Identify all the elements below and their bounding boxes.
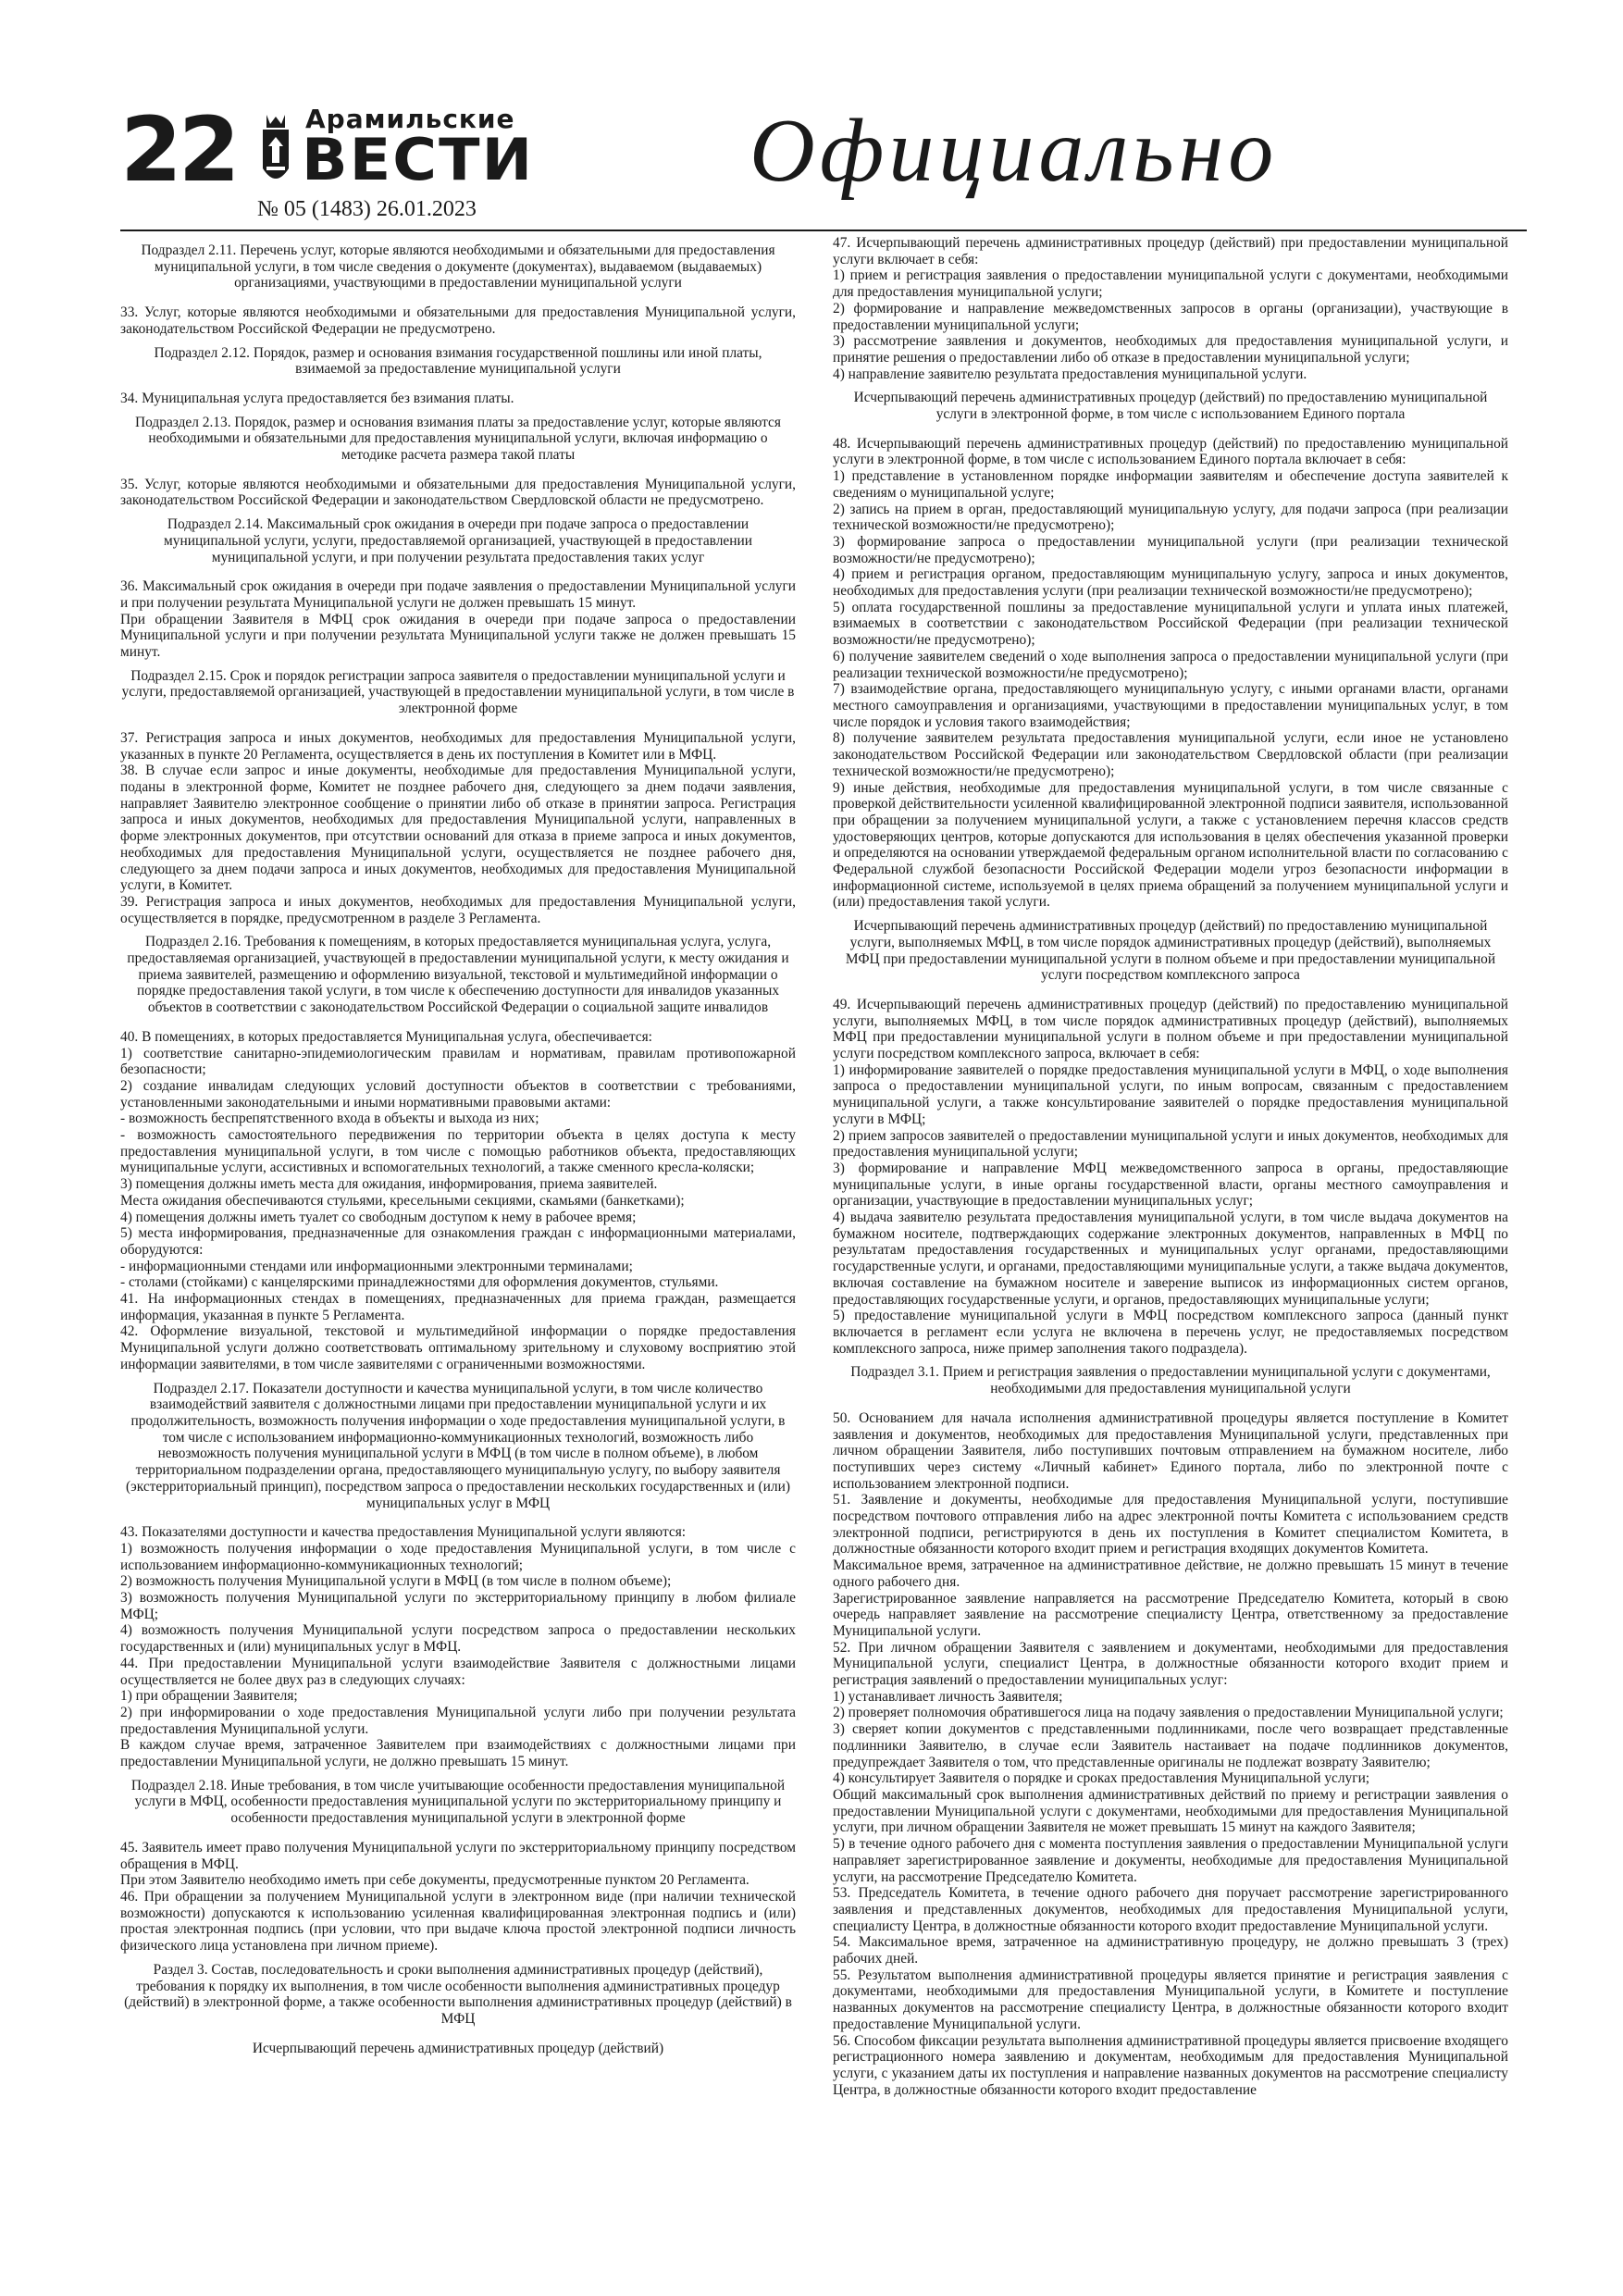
paragraph: 5) предоставление муниципальной услуги в МФЦ посредством комплексного запроса (данный пункт включается в регламент если услуга не включена в перечень услуг, не предоставляемых посредством комплексного запроса, ниже пример заполнения такого подраздела).: [833, 1308, 1508, 1357]
subsection-heading: Подраздел 2.12. Порядок, размер и основания взимания государственной пошлины или иной платы, взимаемой за предоставление муниципальной услуги: [154, 344, 762, 378]
left-column: [120, 235, 796, 2271]
right-column: [833, 235, 1508, 2271]
paragraph: 53. Председатель Комитета, в течение одного рабочего дня поручает рассмотрение зарегистрированного заявления и представленных документов, необходимых для предоставления Муниципальной услуги, специалисту Центра, в должностные обязанности которого входит предоставление Муниципальной услуги.: [833, 1885, 1508, 1934]
paragraph: 4) направление заявителю результата предоставления муниципальной услуги.: [833, 366, 1307, 382]
subsection-heading: Исчерпывающий перечень административных процедур (действий) по предоставлению муниципальной услуги, выполняемых МФЦ, в том числе порядок административных процедур (действий), выполняемых МФЦ при предоставлении муниципальной услуги в полном объеме и при предоставлении муниципальной услуги посредством комплексного запроса: [845, 918, 1496, 984]
paragraph: При этом Заявителю необходимо иметь при себе документы, предусмотренные пунктом 20 Регламента.: [120, 1872, 750, 1889]
paragraph: 56. Способом фиксации результата выполнения административной процедуры является присвоение входящего регистрационного номера заявлению и документам, необходимым для предоставления Муниципальной услуги, с указанием даты их поступления и направление названных документов на рассмотрение специалисту Центра, в должностные обязанности которого входит предоставление: [833, 2032, 1508, 2098]
paragraph: 1) возможность получения информации о ходе предоставления Муниципальной услуги, в том числе с использованием информационно-коммуникационных технологий;: [120, 1540, 796, 1573]
paragraph: 2) возможность получения Муниципальной услуги в МФЦ (в том числе в полном объеме);: [120, 1573, 672, 1590]
paragraph: 39. Регистрация запроса и иных документов, необходимых для предоставления Муниципальной услуги, осуществляется в порядке, предусмотренном в разделе 3 Регламента.: [120, 893, 796, 926]
paragraph: 35. Услуг, которые являются необходимыми и обязательными для предоставления Муниципальной услуги, законодательством Российской Федерации и законодательством Свердловской области не предусмотрено.: [120, 476, 796, 509]
brand-subtitle: Арамильские: [305, 104, 515, 134]
paragraph: 1) информирование заявителей о порядке предоставления муниципальной услуги в МФЦ, о ходе выполнения запроса о предоставлении муниципальной услуги, по иным вопросам, связанным с предоставлением муниципальной услуги, а также консультирование заявителей о порядке предоставления муниципальной услуги в МФЦ;: [833, 1061, 1508, 1127]
paragraph: 1) представление в установленном порядке информации заявителям и обеспечение доступа заявителей к сведениям о муниципальной услуге;: [833, 468, 1508, 501]
paragraph: 1) прием и регистрация заявления о предоставлении муниципальной услуги с документами, необходимыми для предоставления муниципальной услуги;: [833, 267, 1508, 301]
paragraph: 2) прием запросов заявителей о предоставлении муниципальной услуги и иных документов, необходимых для предоставления муниципальной услуги;: [833, 1127, 1508, 1160]
paragraph: - информационными стендами или информационными электронными терминалами;: [120, 1258, 633, 1274]
paragraph: - возможность беспрепятственного входа в объекты и выхода из них;: [120, 1111, 539, 1127]
paragraph: 4) возможность получения Муниципальной услуги посредством запроса о предоставлении нескольких государственных и (или) муниципальных услуг в МФЦ.: [120, 1622, 796, 1656]
paragraph: 2) создание инвалидам следующих условий доступности объектов в соответствии с требованиями, установленными законодательными и иными нормативными правовыми актами:: [120, 1077, 796, 1111]
masthead: [120, 98, 1527, 233]
paragraph: 5) в течение одного рабочего дня с момента поступления заявления о предоставлении Муниципальной услуги направляет зарегистрированное заявление и документы, необходимые для предоставления Муниципальной услуги, на рассмотрение Председателю Комитета.: [833, 1836, 1508, 1885]
paragraph: 55. Результатом выполнения административной процедуры является принятие и регистрация заявления с документами, необходимыми для предоставления Муниципальной услуги, в Комитете и поступление названных документов на рассмотрение специалисту Центра, в должностные обязанности которого входит предоставление Муниципальной услуги.: [833, 1967, 1508, 2032]
paragraph: 2) при информировании о ходе предоставления Муниципальной услуги либо при получении результата предоставления Муниципальной услуги.: [120, 1704, 796, 1737]
article-body: [120, 235, 1527, 2271]
paragraph: 45. Заявитель имеет право получения Муниципальной услуги по экстерриториальному принципу посредством обращения в МФЦ.: [120, 1839, 796, 1872]
paragraph: 46. При обращении за получением Муниципальной услуги в электронном виде (при наличии технической возможности) допускаются к использованию усиленная квалифицированная электронная подпись и (или) простая электронная подпись (при условии, что при выдаче ключа простой электронной подписи личность физического лица установлена при личном приеме).: [120, 1888, 796, 1955]
subsection-heading: Раздел 3. Состав, последовательность и сроки выполнения административных процедур (действий), требования к порядку их выполнения, в том числе особенности выполнения административных процедур (действий) в электронной форме, а также особенности выполнения административных процедур (действий) в МФЦ: [124, 1961, 792, 2027]
paragraph: При обращении Заявителя в МФЦ срок ожидания в очереди при подаче запроса о предоставлении Муниципальной услуги и при получении результата Муниципальной услуги также не должен превышать 15 минут.: [120, 611, 796, 661]
paragraph: 47. Исчерпывающий перечень административных процедур (действий) при предоставлении муниципальной услуги включает в себя:: [833, 235, 1508, 267]
paragraph: 3) помещения должны иметь места для ожидания, информирования, приема заявителей.: [120, 1176, 658, 1193]
page-number: 22: [120, 98, 237, 202]
paragraph: 4) консультирует Заявителя о порядке и сроках предоставления Муниципальной услуги;: [833, 1770, 1370, 1787]
paragraph: 3) сверяет копии документов с представленными подлинниками, после чего возвращает представленные подлинники Заявителю, в случае если Заявитель настаивает на подаче подлинников документов, предупреждает Заявителя о том, что представленные оригиналы не подлежат возврату Заявителю;: [833, 1721, 1508, 1770]
paragraph: 38. В случае если запрос и иные документы, необходимые для предоставления Муниципальной услуги, поданы в электронной форме, Комитет не позднее рабочего дня, следующего за днем подачи заявления, направляет Заявителю электронное сообщение о принятии либо об отказе в принятии запроса. Регистрация запроса и иных документов, необходимых для предоставления Муниципальной услуги, направленных в форме электронных документов, при отсутствии оснований для отказа в приеме запроса и иных документов, необходимых для предоставления Муниципальной услуги, осуществляется не позднее рабочего дня, следующего за днем подачи запроса и иных документов, необходимых для предоставления Муниципальной услуги, в Комитет.: [120, 763, 796, 894]
paragraph: - возможность самостоятельного передвижения по территории объекта в целях доступа к месту предоставления муниципальной услуги, в том числе с помощью работников объекта, предоставляющих муниципальные услуги, ассистивных и вспомогательных технологий, а также сменного кресла-коляски;: [120, 1127, 796, 1176]
paragraph: 52. При личном обращении Заявителя с заявлением и документами, необходимыми для предоставления Муниципальной услуги, специалист Центра, в должностные обязанности которого входит прием и регистрация заявлений о предоставлении муниципальных услуг:: [833, 1639, 1508, 1689]
paragraph: 49. Исчерпывающий перечень административных процедур (действий) по предоставлению муниципальной услуги, выполняемых МФЦ, в том числе порядок административных процедур (действий), выполняемых МФЦ при предоставлении муниципальной услуги в полном объеме и при предоставлении муниципальной услуги посредством комплексного запроса, включает в себя:: [833, 996, 1508, 1062]
subsection-heading: Подраздел 2.14. Максимальный срок ожидания в очереди при подаче запроса о предоставлении муниципальной услуги, услуги, предоставляемой организацией, участвующей в предоставлении муниципальной услуги, и при получении результата предоставления таких услуг: [164, 516, 752, 565]
paragraph: 3) формирование и направление МФЦ межведомственного запроса в органы, предоставляющие муниципальные услуги, в иные органы государственной власти, органы местного самоуправления и организации, участвующие в предоставлении муниципальных услуг;: [833, 1160, 1508, 1210]
paragraph: 37. Регистрация запроса и иных документов, необходимых для предоставления Муниципальной услуги, указанных в пункте 20 Регламента, осуществляется в день их поступления в Комитет или в МФЦ.: [120, 729, 796, 763]
paragraph: 33. Услуг, которые являются необходимыми и обязательными для предоставления Муниципальной услуги, законодательством Российской Федерации не предусмотрено.: [120, 304, 796, 337]
paragraph: 2) проверяет полномочия обратившегося лица на подачу заявления о предоставлении Муниципальной услуги;: [833, 1705, 1504, 1721]
paragraph: 34. Муниципальная услуга предоставляется без взимания платы.: [120, 390, 514, 406]
paragraph: Максимальное время, затраченное на административное действие, не должно превышать 15 минут в течение одного рабочего дня.: [833, 1558, 1508, 1590]
paragraph: 48. Исчерпывающий перечень административных процедур (действий) по предоставлению муниципальной услуги в электронной форме, в том числе с использованием Единого портала включает в себя:: [833, 435, 1508, 468]
paragraph: 3) возможность получения Муниципальной услуги по экстерриториальному принципу в любом филиале МФЦ;: [120, 1590, 796, 1622]
paragraph: 1) при обращении Заявителя;: [120, 1688, 298, 1705]
paragraph: 7) взаимодействие органа, предоставляющего муниципальную услугу, с иными органами власти, органами местного самоуправления и организациями, участвующими в предоставлении муниципальных услуг, в том числе порядок и условия такого взаимодействия;: [833, 681, 1508, 730]
paragraph: 5) оплата государственной пошлины за предоставление муниципальной услуги и уплата иных платежей, взимаемых в соответствии с законодательством Российской Федерации (при реализации технической возможности/не предусмотрено);: [833, 599, 1508, 649]
paragraph: В каждом случае время, затраченное Заявителем при взаимодействиях с должностными лицами при предоставлении Муниципальной услуги, не должно превышать 15 минут.: [120, 1737, 796, 1770]
paragraph: 8) получение заявителем результата предоставления муниципальной услуги, если иное не установлено законодательством Российской Федерации или законодательством Свердловской области (при реализации технической возможности/не предусмотрено);: [833, 730, 1508, 779]
paragraph: 44. При предоставлении Муниципальной услуги взаимодействие Заявителя с должностными лицами осуществляется не более двух раз в следующих случаях:: [120, 1655, 796, 1688]
paragraph: 42. Оформление визуальной, текстовой и мультимедийной информации о порядке предоставления Муниципальной услуги должно соответствовать оптимальному зрительному и слуховому восприятию этой информации заявителями, в том числе заявителями с ограниченными возможностями.: [120, 1323, 796, 1372]
brand-title: ВЕСТИ: [302, 126, 535, 193]
subsection-heading: Подраздел 2.15. Срок и порядок регистрации запроса заявителя о предоставлении муниципальной услуги и услуги, предоставляемой организацией, участвующей в предоставлении муниципальной услуги, в том числе в электронной форме: [121, 667, 795, 717]
paragraph: 5) места информирования, предназначенные для ознакомления граждан с информационными материалами, оборудуются:: [120, 1225, 796, 1258]
subsection-heading: Подраздел 3.1. Прием и регистрация заявления о предоставлении муниципальной услуги с документами, необходимыми для предоставления муниципальной услуги: [850, 1364, 1491, 1397]
paragraph: 51. Заявление и документы, необходимые для предоставления Муниципальной услуги, поступившие посредством почтового отправления либо на адрес электронной почты Комитета с использованием средств электронной подписи, регистрируются в день их поступления в Комитет специалистом Комитета, в должностные обязанности которого входит прием и регистрация входящих документов Комитета.: [833, 1492, 1508, 1558]
subsection-heading: Подраздел 2.11. Перечень услуг, которые являются необходимыми и обязательными для предоставления муниципальной услуги, в том числе сведения о документе (документах), выдаваемом (выдаваемых) организациями, участвующими в предоставлении муниципальной услуги: [141, 242, 775, 292]
paragraph: 6) получение заявителем сведений о ходе выполнения запроса о предоставлении муниципальной услуги (при реализации технической возможности/не предусмотрено);: [833, 648, 1508, 681]
paragraph: 4) выдача заявителю результата предоставления муниципальной услуги, в том числе выдача документов на бумажном носителе, подтверждающих содержание электронных документов, направленных в МФЦ по результатам предоставления государственных и муниципальных услуг органами, предоставляющими государственные услуги, и органами, предоставляющими муниципальные услуги, а также выдача документов, включая составление на бумажном носителе и заверение выписок из информационных систем органов, предоставляющих государственные услуги, и органов, предоставляющих муниципальные услуги;: [833, 1210, 1508, 1308]
subsection-heading: Подраздел 2.17. Показатели доступности и качества муниципальной услуги, в том числе количество взаимодействий заявителя с должностными лицами при предоставлении муниципальной услуги и их продолжительность, возможность получения информации о ходе предоставления муниципальной услуги, в том числе с использованием информационно-коммуникационных технологий, возможность либо невозможность получения муниципальной услуги в МФЦ (в том числе в полном объеме), в любом территориальном подразделении органа, предоставляющего муниципальную услугу, по выбору заявителя (экстерриториальный принцип), посредством запроса о предоставлении нескольких государственных и (или) муниципальных услуг в МФЦ: [126, 1380, 790, 1511]
paragraph: 3) рассмотрение заявления и документов, необходимых для предоставления муниципальной услуги, и принятие решения о предоставлении либо об отказе в предоставлении муниципальной услуги;: [833, 333, 1508, 366]
paragraph: 2) формирование и направление межведомственных запросов в органы (организации), участвующие в предоставлении муниципальной услуги;: [833, 300, 1508, 333]
paragraph: 9) иные действия, необходимые для предоставления муниципальной услуги, в том числе связанные с проверкой действительности усиленной квалифицированной электронной подписи заявителя, использованной при обращении за получением муниципальной услуги, а также с установлением перечня классов средств удостоверяющих центров, которые допускаются для использования в целях обеспечения указанной проверки и определяются на основании утверждаемой федеральным органом исполнительной власти по согласованию с Федеральной службой безопасности Российской Федерации модели угроз безопасности информации в информационной системе, используемой в целях приема обращений за получением муниципальной услуги и (или) предоставления такой услуги.: [833, 779, 1508, 911]
paragraph: 4) прием и регистрация органом, предоставляющим муниципальную услугу, запроса и иных документов, необходимых для предоставления услуги (при реализации технической возможности/не предусмотрено);: [833, 566, 1508, 600]
header-rule: [120, 230, 1527, 231]
paragraph: Зарегистрированное заявление направляется на рассмотрение Председателю Комитета, который в свою очередь направляет заявление на рассмотрение специалисту Центра, ответственному за предоставление Муниципальной услуги.: [833, 1590, 1508, 1639]
subsection-heading: Подраздел 2.13. Порядок, размер и основания взимания платы за предоставление услуг, которые являются необходимыми и обязательными для предоставления муниципальной услуги, включая информацию о методике расчета размера такой платы: [135, 414, 781, 464]
paragraph: 1) соответствие санитарно-эпидемиологическим правилам и нормативам, правилам противопожарной безопасности;: [120, 1045, 796, 1078]
paragraph: Места ожидания обеспечиваются стульями, кресельными секциями, скамьями (банкетками);: [120, 1192, 685, 1209]
paragraph: 41. На информационных стендах в помещениях, предназначенных для приема граждан, размещается информация, указанная в пункте 5 Регламента.: [120, 1291, 796, 1323]
paragraph: 40. В помещениях, в которых предоставляется Муниципальная услуга, обеспечивается:: [120, 1028, 652, 1045]
subsection-heading: Подраздел 2.16. Требования к помещениям, в которых предоставляется муниципальная услуга, услуга, предоставляемая организацией, участвующей в предоставлении муниципальной услуги, к месту ожидания и приема заявителей, размещению и оформлению визуальной, текстовой и мультимедийной информации о порядке предоставления такой услуги, в том числе к обеспечению доступности для инвалидов указанных объектов в соответствии с законодательством Российской Федерации о социальной защите инвалидов: [127, 934, 789, 1016]
paragraph: 43. Показателями доступности и качества предоставления Муниципальной услуги являются:: [120, 1524, 687, 1541]
paragraph: Общий максимальный срок выполнения административных действий по приему и регистрации заявления о предоставлении Муниципальной услуги с документами, необходимыми для предоставления Муниципальной услуги, при личном обращении Заявителя не может превышать 15 минут на каждого Заявителя;: [833, 1786, 1508, 1836]
paragraph: 3) формирование запроса о предоставлении муниципальной услуги (при реализации технической возможности/не предусмотрено);: [833, 533, 1508, 566]
paragraph: 1) устанавливает личность Заявителя;: [833, 1688, 1063, 1705]
paragraph: - столами (стойками) с канцелярскими принадлежностями для оформления документов, стульями.: [120, 1274, 719, 1291]
coat-of-arms-icon: [257, 111, 294, 192]
subsection-heading: Исчерпывающий перечень административных процедур (действий) по предоставлению муниципальной услуги в электронной форме, в том числе с использованием Единого портала: [853, 390, 1488, 423]
issue-info: № 05 (1483) 26.01.2023: [257, 197, 477, 221]
paragraph: 2) запись на прием в орган, предоставляющий муниципальную услугу, для подачи запроса (при реализации технической возможности/не предусмотрено);: [833, 501, 1508, 534]
subsection-heading: Подраздел 2.18. Иные требования, в том числе учитывающие особенности предоставления муниципальной услуги в МФЦ, особенности предоставления муниципальной услуги по экстерриториальному принципу и особенности предоставления муниципальной услуги в электронной форме: [130, 1777, 786, 1827]
paragraph: 36. Максимальный срок ожидания в очереди при подаче заявления о предоставлении Муниципальной услуги и при получении результата Муниципальной услуги не должен превышать 15 минут.: [120, 578, 796, 611]
paragraph: 50. Основанием для начала исполнения административной процедуры является поступление в Комитет заявления и документов, необходимых для предоставления Муниципальной услуги, представленных при личном обращении Заявителя, либо поступивших почтовым отправлением на бумажном носителе, либо поступивших через систему «Личный кабинет» Единого портала, либо по электронной почте с использованием электронной подписи.: [833, 1409, 1508, 1492]
section-title: Официально: [750, 101, 1279, 201]
subsection-heading: Исчерпывающий перечень административных процедур (действий): [252, 2040, 664, 2056]
paragraph: 4) помещения должны иметь туалет со свободным доступом к нему в рабочее время;: [120, 1209, 637, 1225]
paragraph: 54. Максимальное время, затраченное на административную процедуру, не должно превышать 3 (трех) рабочих дней.: [833, 1934, 1508, 1967]
